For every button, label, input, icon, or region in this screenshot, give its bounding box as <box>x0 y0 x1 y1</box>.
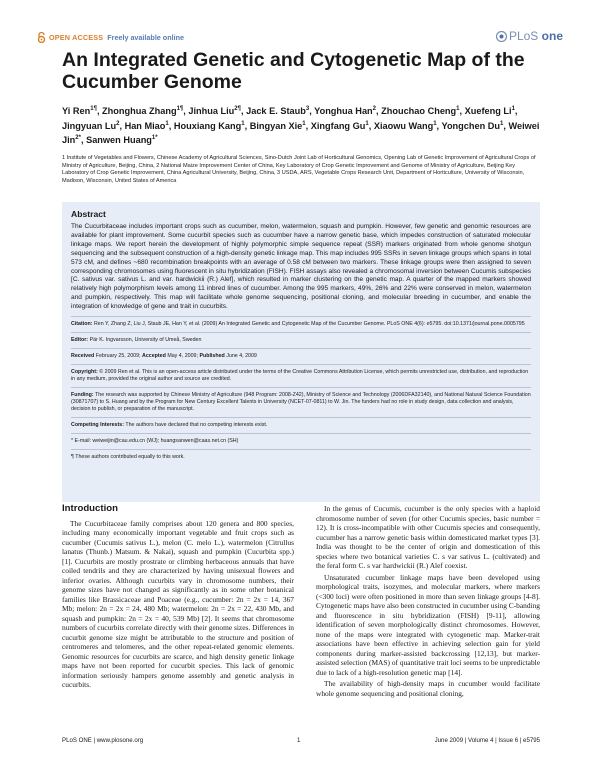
author-name: Sanwen Huang <box>86 135 152 146</box>
author-affiliation-marker: 1¶ <box>90 106 97 112</box>
open-access-badge <box>37 30 184 44</box>
footer-journal: PLoS ONE | www.plosone.org <box>62 737 144 744</box>
article-title: An Integrated Genetic and Cytogenetic Map of the Cucumber Genome <box>62 49 525 93</box>
paragraph: Unsaturated cucumber linkage maps have been developed using morphological traits, isozymes, and molecular markers, where markers (<300 loci) were often positioned in more than seven linkage groups [4-8]. Cytogenetic maps have also been constructed in cucumber using C-banding and fluorescence in situ hybridization (FISH) [9-11], allowing identification of seven morphologically distinct chromosomes. However, none of the maps were integrated with cytogenetic map. Marker-trait associations have been effective in achieving selection gain for yield components during marker-assisted backcrossing [12,13], but marker-assisted selection (MAS) of quantitative trait loci seems to be unpredictable due to lack of a high-resolution genetic map [14]. <box>316 572 540 677</box>
author-name: Han Miao <box>124 120 166 131</box>
dates: Received February 25, 2009; Accepted May 4, 2009; Published June 4, 2009 <box>71 353 257 360</box>
plos-logo-text: PLoS <box>508 29 539 43</box>
author-affiliation-marker: 1 <box>241 120 245 127</box>
author-name: Bingyan Xie <box>249 120 303 131</box>
author-affiliation-marker: 1 <box>511 106 515 112</box>
author-affiliation-marker: 1¶ <box>176 106 184 112</box>
page-number: 1 <box>297 737 301 744</box>
author-affiliation-marker: 2* <box>75 135 81 142</box>
author-name: Xuefeng Li <box>464 106 512 117</box>
divider <box>71 433 531 434</box>
author-affiliation-marker: 1* <box>151 135 158 142</box>
divider <box>71 364 531 365</box>
divider <box>71 316 531 317</box>
right-column <box>316 504 540 698</box>
journal-header <box>37 30 563 44</box>
email: * E-mail: weiweijin@cau.edu.cn (WJ); huangsanwen@caas.net.cn (SH) <box>71 438 239 445</box>
divider <box>71 387 531 388</box>
footer-issue: June 2009 | Volume 4 | Issue 6 | e5795 <box>434 737 540 744</box>
author-name: Yi Ren <box>62 106 91 117</box>
open-access-label: OPEN ACCESS <box>49 32 104 42</box>
paragraph: The Cucurbitaceae family comprises about 120 genera and 800 species, including many economically important vegetable and fruit crops such as cucumber (Cucumis sativus L.), melon (C. melo L.), watermelon (Citrullus lanatus (Thunb.) Matsum. & Nakai), squash and pumpkin (Cucurbita spp.) [1]. Cucurbits are mostly prostrate or climbing herbaceous annuals that have coiled tendrils and they are characterized by having unisexual flowers and inferior ovaries. Although cucurbits vary in chromosome numbers, their genome sizes have not changed as significantly as in some other botanical families like Brassicaceae and Poaceae (e.g., cucumber: 2n = 2x = 14, 367 Mb; melon: 2n = 2x = 24, 480 Mb; watermelon: 2n = 2x = 22, 430 Mb, and squash and pumpkin: 2n = 2x = 40, 539 Mb) [2]. It seems that chromosome numbers of cucurbits correlate directly with their genome sizes. Differences in cucurbit genome size might be attributable to the structure and position of centromeres and telomeres, and the other repeat-related genomic elements. Genomic resources for cucurbits are scarce, and high density genetic linkage maps have not been reported for cucurbit species. This lack of genomic information seriously hampers genome assembly and genetic analysis in cucurbits. <box>62 518 294 689</box>
divider <box>71 348 531 349</box>
plos-logo-icon <box>496 31 507 42</box>
one-logo-text: one <box>541 29 563 43</box>
open-lock-icon <box>37 32 46 43</box>
author-affiliation-marker: 2 <box>372 106 377 112</box>
editor: Editor: Pär K. Ingvarsson, University of Umeå, Sweden <box>71 337 202 344</box>
author-name: Jack E. Staub <box>246 106 306 117</box>
competing-interests: Competing Interests: The authors have declared that no competing interests exist. <box>71 422 268 429</box>
author-name: Yongchen Du <box>441 120 501 131</box>
paragraph: In the genus of Cucumis, cucumber is the only species with a haploid chromosome number of seven (for other Cucumis species, basic number = 12). It is cross-incompatible with other Cucumis species and consequently, cucumber has a narrow genetic basis within domesticated market types [3]. India was thought to be the center of origin and domestication of this species where two botanical varieties C. s var sativus L. (cultivated) and the feral form C. s var hardwickii (R.) Alef coexist. <box>316 504 540 570</box>
abstract-box <box>62 202 540 502</box>
author-name: Xiaowu Wang <box>373 120 434 131</box>
copyright: Copyright: © 2009 Ren et al. This is an open-access article distributed under the terms of the Creative Commons Attribution License, which permits unrestricted use, distribution, and reproduction in any medium, provided the original author and source are credited. <box>71 369 529 383</box>
author-list: Yi Ren$^{1\P}$, Zhonghua Zhang$^{1\P}$, Jinhua Liu$^{2\P}$, Jack E. Staub$^3$, Yonghua Han$^2$, Zhouchao Cheng$^1$, Xuefeng Li$^1$, Jingyuan Lu$^2$, Han Miao$^1$, Houxiang Kang$^1$, Bingyan Xie$^1$, Xingfang Gu$^1$, Xiaowu Wang$^1$, Yongchen Du$^1$, Weiwei Jin$^{2*}$, Sanwen Huang$^{1*}$ <box>62 106 540 146</box>
introduction-heading: Introduction <box>62 503 118 514</box>
author-affiliation-marker: 1 <box>433 120 437 127</box>
author-affiliation-marker: 3 <box>305 106 310 112</box>
divider <box>71 417 531 418</box>
author-name: Zhonghua Zhang <box>102 106 177 117</box>
author-affiliation-marker: 2 <box>116 120 120 127</box>
funding: Funding: The research was supported by Chinese Ministry of Agriculture (948 Program: 2008-Z42), Ministry of Science and Technology (2006DFA32140), and National Natural Science Foundation (30871707) to S. Huang and by the Program for New Century Excellent Talents in University (NCET-07-0811) to W. Jin. The funders had no role in study design, data collection and analysis, decision to publish, or preparation of the manuscript. <box>71 392 531 413</box>
author-affiliation-marker: 2¶ <box>234 106 241 112</box>
author-name: Yonghua Han <box>314 106 373 117</box>
left-column <box>62 504 294 690</box>
abstract-heading: Abstract <box>71 209 106 219</box>
author-name: Zhouchao Cheng <box>381 106 457 117</box>
author-affiliation-marker: 1 <box>456 106 460 112</box>
paragraph: The availability of high-density maps in cucumber would facilitate whole genome sequencing and positional cloning, <box>316 679 540 698</box>
author-affiliation-marker: 1 <box>365 120 369 127</box>
divider <box>71 449 531 450</box>
author-name: Jingyuan Lu <box>62 120 117 131</box>
freely-available-label: Freely available online <box>107 32 184 42</box>
equal-contribution: ¶ These authors contributed equally to this work. <box>71 454 185 461</box>
abstract-text: The Cucurbitaceae includes important crops such as cucumber, melon, watermelon, squash and pumpkin. However, few genetic and genomic resources are available for plant improvement. Some cucurbit species such as cucumber have a narrow genetic base, which impedes construction of saturated molecular linkage maps. We report herein the development of highly polymorphic simple sequence repeat (SSR) markers originated from whole genome shotgun sequencing and the subsequent construction of a high-density genetic linkage map. This map includes 995 SSRs in seven linkage groups which spans in total 573 cM, and defines ~680 recombination breakpoints with an average of 0.58 cM between two markers. These linkage groups were then assigned to seven corresponding chromosomes using fluorescent in situ hybridization (FISH). FISH assays also revealed a chromosomal inversion between Cucumis subspecies [C. sativus var. sativus L. and var. hardwickii (R.) Alef], which resulted in marker clustering on the genetic map. A quarter of the mapped markers showed relatively high polymorphism levels among 11 inbred lines of cucumber. Among the 995 markers, 49%, 26% and 22% were conserved in melon, watermelon and pumpkin, respectively. This map will facilitate whole genome sequencing, positional cloning, and molecular breeding in cucumber, and enable the integration of knowledge of gene and trait in cucurbits. <box>71 223 531 311</box>
citation: Citation: Ren Y, Zhang Z, Liu J, Staub JE, Han Y, et al. (2009) An Integrated Genetic and Cytogenetic Map of the Cucumber Genome. PLoS ONE 4(6): e5795. doi:10.1371/journal.pone.0005795 <box>71 321 525 328</box>
plos-one-logo <box>496 28 563 44</box>
author-name: Xingfang Gu <box>310 120 366 131</box>
author-name: Weiwei Jin <box>62 120 540 146</box>
author-affiliation-marker: 1 <box>165 120 169 127</box>
divider <box>71 332 531 333</box>
author-name: Jinhua Liu <box>188 106 235 117</box>
author-affiliation-marker: 1 <box>500 120 504 127</box>
affiliations: 1 Institute of Vegetables and Flowers, Chinese Academy of Agricultural Sciences, Sino-Dutch Joint Lab of Horticultural Genomics, Opening Lab of Genetic Improvement of Agricultural Crops of Ministry of Agriculture, Beijing, China, 2 National Maize Improvement Center of China, Key Laboratory of Crop Genetic Improvement and Genome of Ministry of Agriculture, Beijing Key Laboratory of Crop Genetic Improvement, China Agricultural University, Beijing, China, 3 USDA, ARS, Vegetable Crops Research Unit, Department of Horticulture, University of Wisconsin, Madison, Wisconsin, United States of America <box>62 155 536 184</box>
page-footer <box>62 737 540 749</box>
author-affiliation-marker: 1 <box>302 120 306 127</box>
author-name: Houxiang Kang <box>173 120 242 131</box>
